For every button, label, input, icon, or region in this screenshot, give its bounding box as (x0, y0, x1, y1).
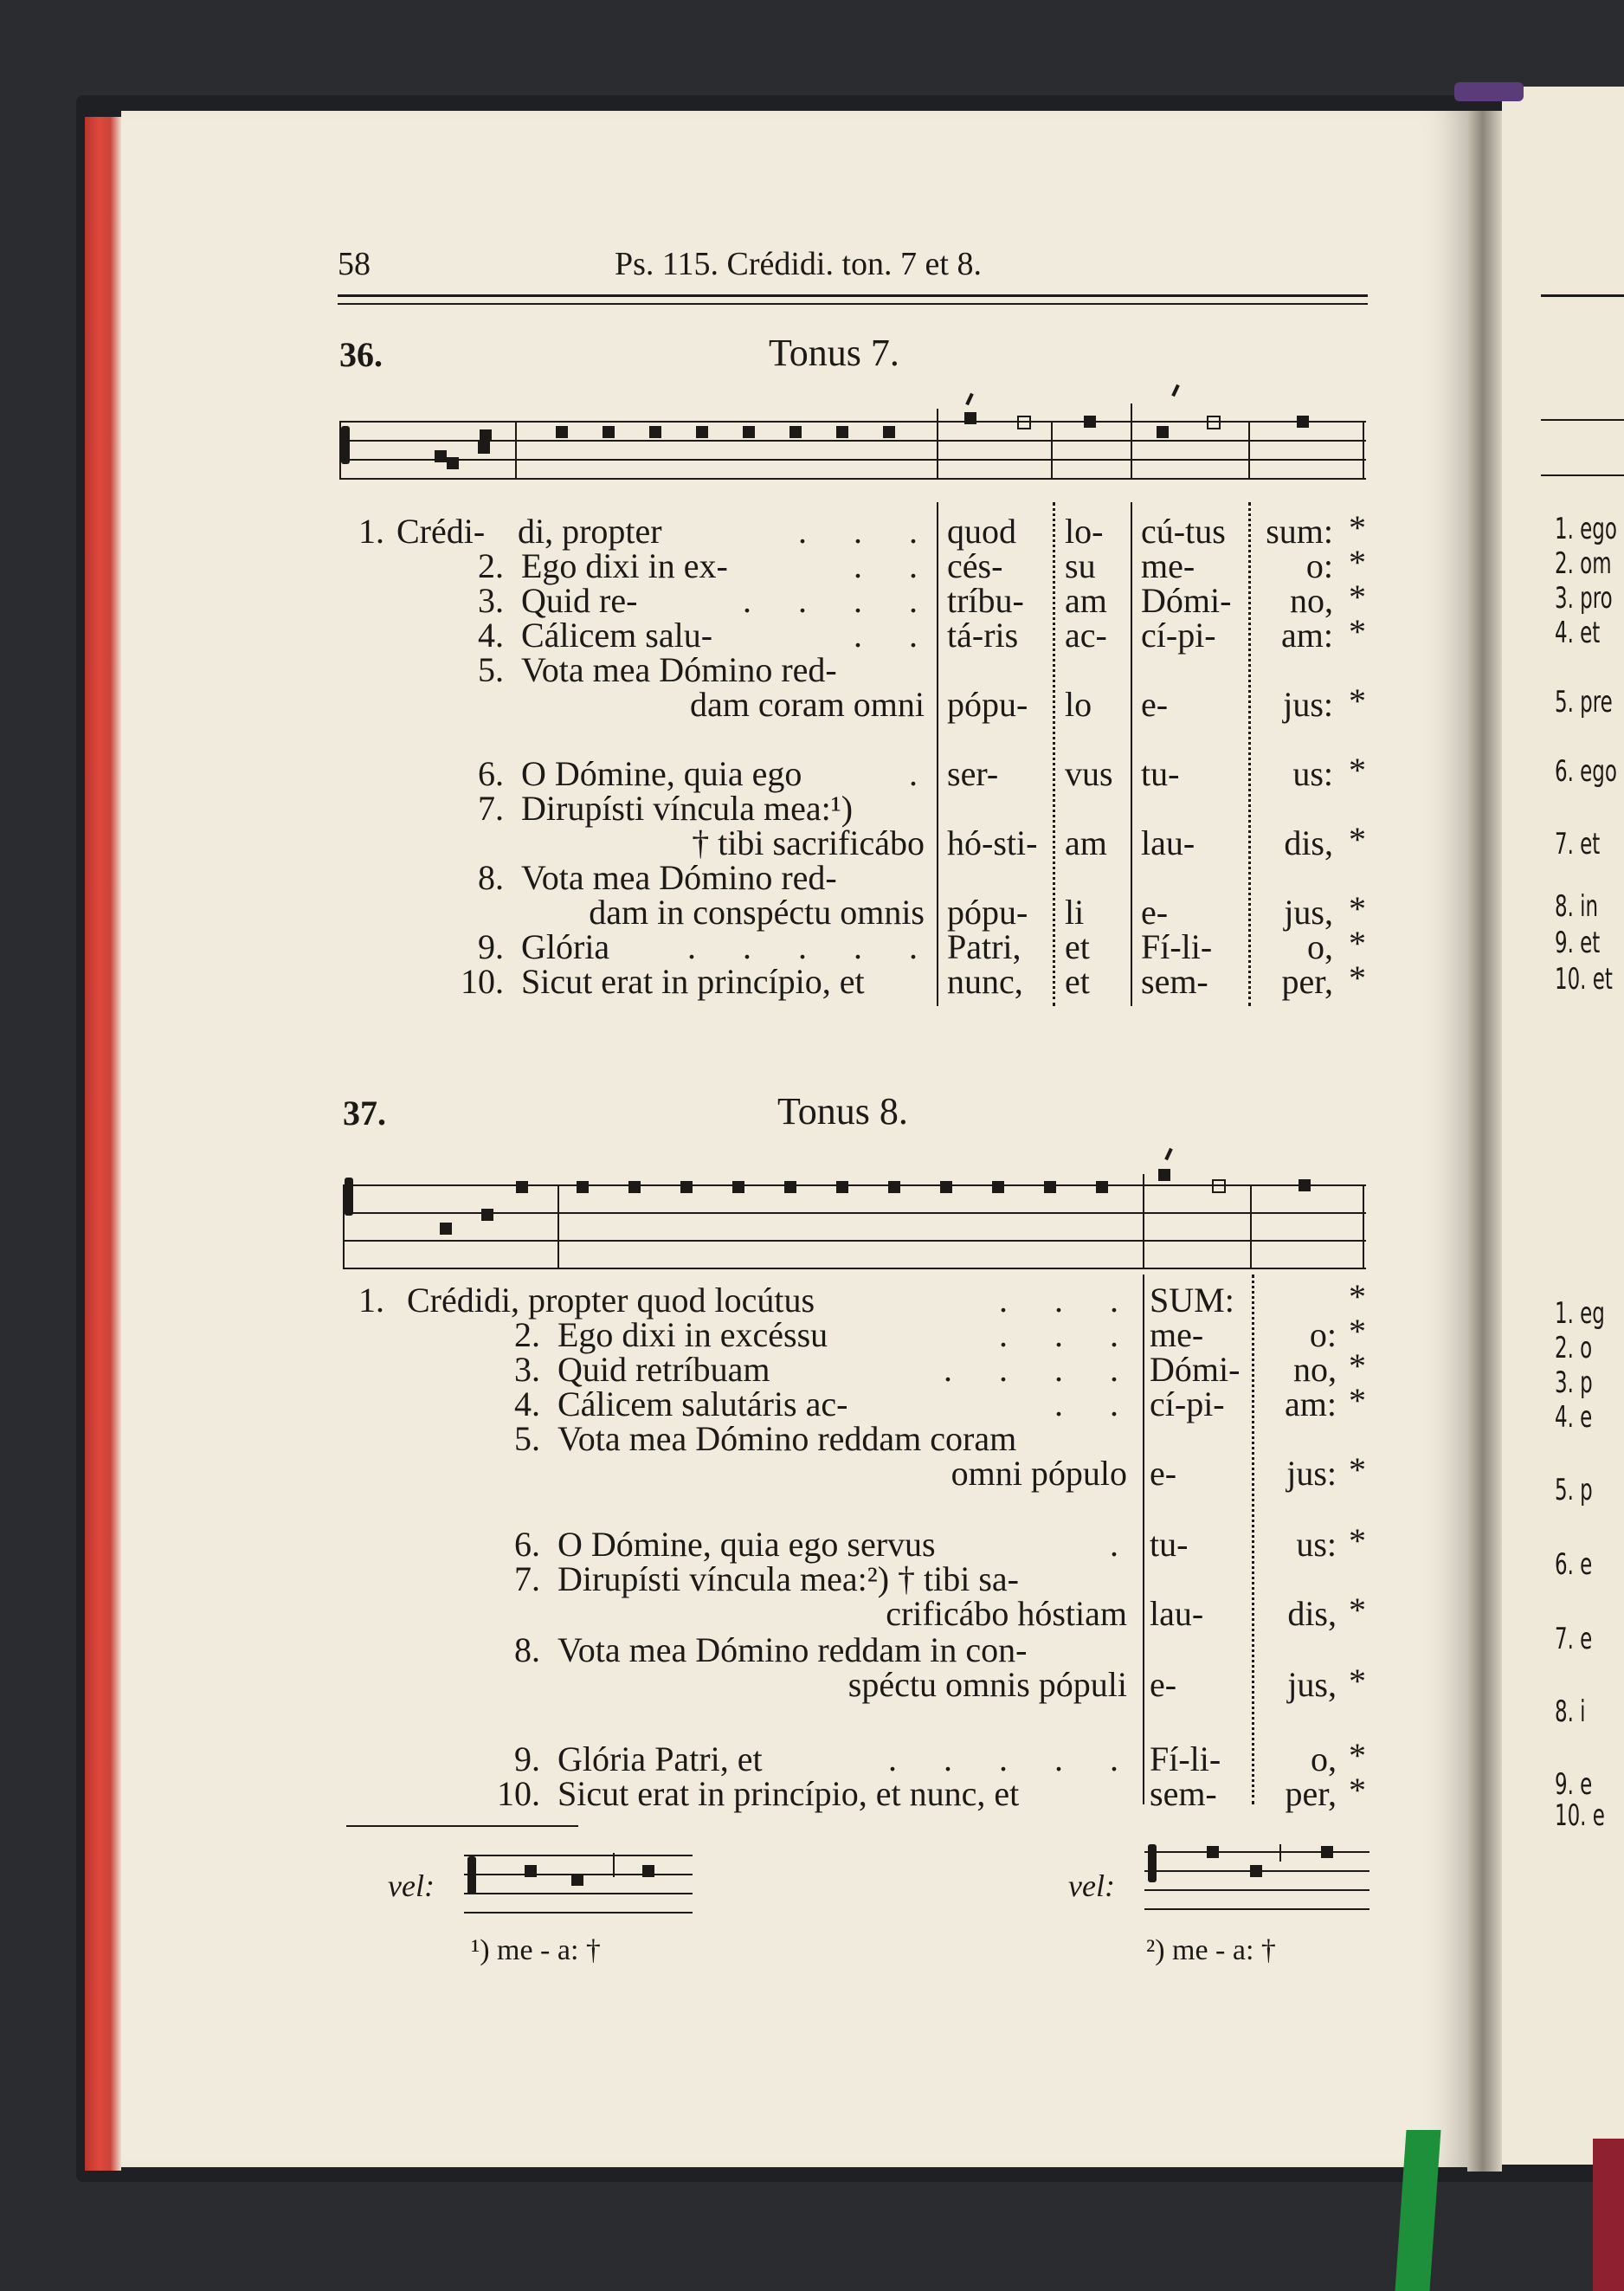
asterisk: * (1349, 889, 1366, 928)
mediant-syllable: am (1065, 823, 1107, 862)
next-page-line: 7. et (1555, 827, 1601, 862)
asterisk: * (1349, 1450, 1366, 1489)
asterisk: * (1349, 1736, 1366, 1775)
verse-text: Sicut erat in princípio, et nunc, et (557, 1774, 1020, 1813)
termination-syllable: us: (1296, 1525, 1337, 1564)
asterisk: * (1349, 820, 1366, 859)
dot-leader: . . (854, 616, 937, 655)
mediant-syllable: tá-ris (947, 616, 1019, 655)
mediant-syllable: cés- (947, 546, 1003, 585)
verse-text: Cálicem salu- (521, 616, 713, 655)
ribbon-purple (1454, 82, 1524, 101)
footnote-2: ²) me - a: † (1146, 1934, 1276, 1966)
book-gutter (1467, 111, 1502, 2172)
verse-number: 7. (514, 1559, 540, 1598)
verse-text: Cálicem salutáris ac- (557, 1384, 848, 1423)
dot-leader: . (1110, 1525, 1137, 1564)
termination-syllable: o: (1305, 546, 1333, 585)
termination-syllable: am: (1285, 1384, 1337, 1423)
asterisk: * (1349, 751, 1366, 790)
col-sep-36-c (1131, 502, 1132, 1006)
verse-text: Sicut erat in princípio, et (521, 962, 865, 1001)
termination-syllable: SUM: (1150, 1281, 1234, 1320)
mediant-syllable: su (1065, 546, 1096, 585)
termination-syllable: e- (1150, 1665, 1177, 1704)
verse-number: 9. (514, 1739, 540, 1778)
verse-number: 6. (514, 1525, 540, 1564)
footnote-1: ¹) me - a: † (471, 1934, 601, 1966)
next-page (1502, 87, 1624, 2165)
ribbon-red (1593, 2139, 1624, 2291)
verse-text-continued: crificábo hóstiam (886, 1594, 1127, 1633)
dot-leader: . . . (999, 1315, 1137, 1354)
termination-syllable: jus, (1287, 1665, 1337, 1704)
termination-syllable: per, (1281, 962, 1333, 1001)
termination-syllable: sem- (1141, 962, 1208, 1001)
termination-syllable: lau- (1150, 1594, 1204, 1633)
verse-number: 3. (478, 581, 504, 620)
asterisk: * (1349, 543, 1366, 582)
mediant-syllable: lo (1065, 685, 1092, 724)
dot-leader: . . (854, 546, 937, 585)
mediant-syllable: Patri, (947, 927, 1021, 966)
termination-syllable: o: (1309, 1315, 1337, 1354)
dot-leader: . . . . . (687, 927, 937, 966)
col-sep-36-d (1248, 502, 1251, 1006)
verse-text: Vota mea Dómino red- (521, 650, 837, 689)
termination-syllable: no, (1293, 1350, 1337, 1389)
termination-syllable: Dómi- (1150, 1350, 1241, 1389)
next-page-rule (1541, 294, 1624, 297)
next-page-line: 5. pre (1555, 685, 1613, 720)
verse-text: Ego dixi in ex- (521, 546, 728, 585)
mediant-syllable: pópu- (947, 893, 1028, 932)
dot-leader: . . . . (944, 1350, 1137, 1389)
asterisk: * (1349, 1521, 1366, 1560)
verse-text: Crédi- (396, 512, 486, 551)
verse-text: di, propter (518, 512, 662, 551)
mediant-syllable: quod (947, 512, 1016, 551)
footnote-rule (346, 1825, 578, 1827)
verse-number: 1. (358, 1281, 384, 1320)
termination-syllable: o, (1307, 927, 1333, 966)
verse-text: Vota mea Dómino reddam coram (557, 1419, 1017, 1458)
mediant-syllable: tríbu- (947, 581, 1024, 620)
dot-leader: . . . (999, 1281, 1137, 1320)
asterisk: * (1349, 508, 1366, 547)
next-page-line: 8. i (1555, 1694, 1586, 1729)
next-page-line: 10. e (1555, 1798, 1605, 1833)
verse-number: 8. (514, 1630, 540, 1669)
termination-syllable: jus: (1286, 1454, 1337, 1493)
termination-syllable: us: (1292, 754, 1333, 793)
next-page-line: 2. om (1555, 546, 1612, 581)
verse-text: Vota mea Dómino red- (521, 858, 837, 897)
termination-syllable: sum: (1266, 512, 1333, 551)
verse-number: 4. (478, 616, 504, 655)
verse-text-continued: spéctu omnis pópuli (847, 1665, 1127, 1704)
dot-leader: . . (1054, 1384, 1137, 1423)
asterisk: * (1349, 1591, 1366, 1630)
asterisk: * (1349, 1346, 1366, 1385)
verse-number: 1. (358, 512, 384, 551)
footnote-staff-1 (464, 1853, 693, 1922)
verse-number: 10. (461, 962, 504, 1001)
verse-text: Glória (521, 927, 610, 966)
next-page-line: 3. pro (1555, 581, 1613, 616)
termination-syllable: dis, (1284, 823, 1333, 862)
termination-syllable: per, (1285, 1774, 1337, 1813)
next-page-line: 8. in (1555, 889, 1599, 924)
mediant-syllable: ser- (947, 754, 999, 793)
section-37-tonus: Tonus 8. (777, 1090, 908, 1133)
termination-syllable: jus: (1283, 685, 1333, 724)
mediant-syllable: pópu- (947, 685, 1028, 724)
termination-syllable: cí-pi- (1150, 1384, 1225, 1423)
next-page-staff-b (1541, 474, 1624, 476)
verse-number: 8. (478, 858, 504, 897)
music-staff-37 (343, 1178, 1366, 1273)
dot-leader: . (909, 754, 937, 793)
termination-syllable: cú-tus (1141, 512, 1226, 551)
footnote-staff-2 (1144, 1844, 1369, 1913)
col-sep-36-b (1053, 502, 1055, 1006)
termination-syllable: am: (1281, 616, 1333, 655)
col-sep-37-b (1252, 1275, 1254, 1804)
next-page-line: 10. et (1555, 962, 1613, 997)
mediant-syllable: hó-sti- (947, 823, 1038, 862)
next-page-line: 7. e (1555, 1622, 1593, 1656)
termination-syllable: Dómi- (1141, 581, 1232, 620)
asterisk: * (1349, 1771, 1366, 1810)
mediant-syllable: vus (1065, 754, 1113, 793)
running-title: Ps. 115. Crédidi. ton. 7 et 8. (615, 246, 982, 282)
termination-syllable: no, (1290, 581, 1333, 620)
next-page-line: 2. o (1555, 1331, 1593, 1365)
termination-syllable: e- (1141, 893, 1169, 932)
termination-syllable: lau- (1141, 823, 1195, 862)
verse-text-continued: omni pópulo (951, 1454, 1127, 1493)
mediant-syllable: et (1065, 927, 1090, 966)
verse-text-continued: dam coram omni (689, 685, 925, 724)
verse-text: Dirupísti víncula mea:²) † tibi sa- (557, 1559, 1019, 1598)
footnote-vel-2: vel: (1068, 1868, 1115, 1903)
termination-syllable: e- (1150, 1454, 1177, 1493)
termination-syllable: me- (1150, 1315, 1204, 1354)
section-36-tonus: Tonus 7. (769, 332, 899, 374)
verse-number: 4. (514, 1384, 540, 1423)
next-page-line: 3. p (1555, 1365, 1593, 1400)
verse-text: Dirupísti víncula mea:¹) (521, 789, 854, 828)
next-page-line: 6. ego (1555, 754, 1617, 789)
verse-text-continued: dam in conspéctu omnis (589, 893, 925, 932)
mediant-syllable: li (1065, 893, 1085, 932)
clef-icon (341, 426, 350, 464)
verse-number: 6. (478, 754, 504, 793)
mediant-syllable: et (1065, 962, 1090, 1001)
verse-number: 3. (514, 1350, 540, 1389)
verse-text: Crédidi, propter quod locútus (407, 1281, 815, 1320)
verse-number: 10. (497, 1774, 540, 1813)
verse-text: O Dómine, quia ego servus (557, 1525, 936, 1564)
next-page-line: 5. p (1555, 1473, 1593, 1507)
termination-syllable: Fí-li- (1150, 1739, 1221, 1778)
termination-syllable: o, (1311, 1739, 1337, 1778)
music-staff-36 (339, 414, 1366, 500)
verse-text: Vota mea Dómino reddam in con- (557, 1630, 1028, 1669)
red-page-edge (85, 117, 121, 2171)
page-number: 58 (338, 246, 371, 282)
asterisk: * (1349, 958, 1366, 997)
termination-syllable: e- (1141, 685, 1169, 724)
header-rule-top (338, 294, 1368, 297)
verse-number: 5. (478, 650, 504, 689)
next-page-line: 1. eg (1555, 1296, 1605, 1331)
next-page-line: 6. e (1555, 1547, 1593, 1582)
next-page-line: 1. ego (1555, 512, 1617, 546)
mediant-syllable: nunc, (947, 962, 1023, 1001)
verse-text: O Dómine, quia ego (521, 754, 802, 793)
termination-syllable: me- (1141, 546, 1195, 585)
header-rule-bottom (338, 303, 1368, 305)
verse-text-continued: † tibi sacrificábo (692, 823, 925, 862)
dot-leader: . . . . . (888, 1739, 1137, 1778)
next-page-line: 9. e (1555, 1767, 1593, 1802)
next-page-line: 4. et (1555, 616, 1601, 650)
next-page-line: 4. e (1555, 1400, 1593, 1435)
clef-icon (345, 1178, 353, 1216)
mediant-syllable: ac- (1065, 616, 1107, 655)
termination-syllable: tu- (1150, 1525, 1189, 1564)
asterisk: * (1349, 1312, 1366, 1351)
verse-number: 2. (514, 1315, 540, 1354)
asterisk: * (1349, 612, 1366, 651)
termination-syllable: sem- (1150, 1774, 1217, 1813)
section-37-number: 37. (343, 1094, 386, 1133)
verse-number: 9. (478, 927, 504, 966)
next-page-line: 9. et (1555, 926, 1601, 960)
verse-text: Ego dixi in excéssu (557, 1315, 828, 1354)
dot-leader: . . . . (743, 581, 937, 620)
verse-text: Quid re- (521, 581, 638, 620)
asterisk: * (1349, 1381, 1366, 1420)
dot-leader: . . . (798, 512, 937, 551)
col-sep-36-a (937, 502, 938, 1006)
asterisk: * (1349, 924, 1366, 963)
termination-syllable: jus, (1284, 893, 1333, 932)
footnote-vel-1: vel: (388, 1868, 435, 1903)
next-page-staff (1541, 419, 1624, 421)
mediant-syllable: am (1065, 581, 1107, 620)
termination-syllable: tu- (1141, 754, 1180, 793)
asterisk: * (1349, 578, 1366, 616)
termination-syllable: cí-pi- (1141, 616, 1216, 655)
asterisk: * (1349, 1277, 1366, 1316)
asterisk: * (1349, 1662, 1366, 1701)
termination-syllable: dis, (1287, 1594, 1337, 1633)
mediant-syllable: lo- (1065, 512, 1104, 551)
verse-number: 5. (514, 1419, 540, 1458)
asterisk: * (1349, 681, 1366, 720)
termination-syllable: Fí-li- (1141, 927, 1213, 966)
verse-number: 2. (478, 546, 504, 585)
verse-text: Quid retríbuam (557, 1350, 770, 1389)
verse-text: Glória Patri, et (557, 1739, 763, 1778)
section-36-number: 36. (339, 335, 383, 374)
verse-number: 7. (478, 789, 504, 828)
col-sep-37-a (1143, 1275, 1144, 1804)
